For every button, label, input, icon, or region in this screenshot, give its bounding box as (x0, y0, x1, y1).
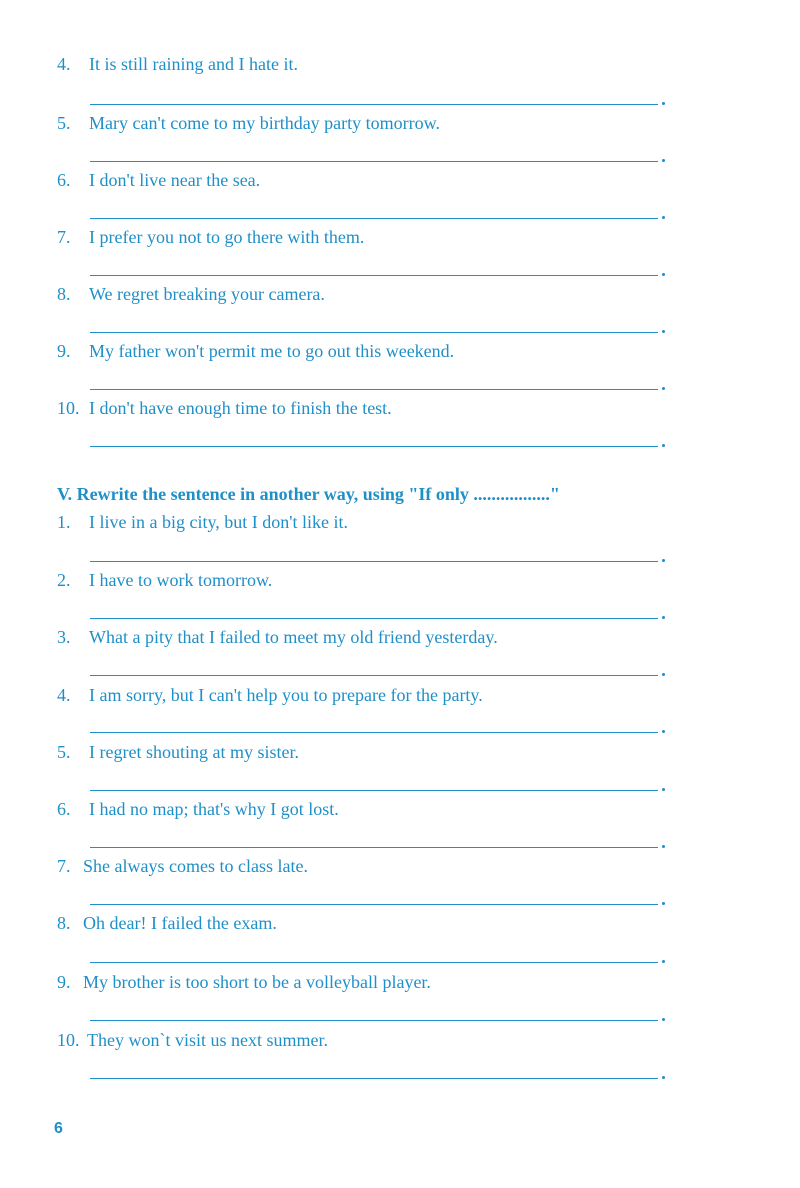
line-end-dot (662, 960, 665, 963)
answer-line[interactable] (90, 904, 658, 905)
item-sentence: My father won't permit me to go out this weekend. (89, 341, 455, 361)
line-end-dot (662, 387, 665, 390)
item-number: 6. (57, 170, 71, 190)
line-end-dot (662, 1018, 665, 1021)
line-end-dot (662, 616, 665, 619)
exercise-item (57, 169, 260, 191)
exercise-item (57, 971, 431, 993)
answer-line[interactable] (90, 389, 658, 390)
item-sentence: I had no map; that's why I got lost. (89, 799, 339, 819)
answer-line[interactable] (90, 218, 658, 219)
item-sentence: It is still raining and I hate it. (89, 54, 298, 74)
answer-line[interactable] (90, 1078, 658, 1079)
item-number: 10. (57, 398, 80, 418)
line-end-dot (662, 444, 665, 447)
item-number: 10. (57, 1030, 80, 1050)
item-number: 3. (57, 627, 71, 647)
item-sentence: I am sorry, but I can't help you to prepare for the party. (89, 685, 483, 705)
exercise-item (57, 283, 325, 305)
item-sentence: I have to work tomorrow. (89, 570, 273, 590)
exercise-item (57, 511, 348, 533)
item-number: 8. (57, 284, 71, 304)
item-number: 9. (57, 972, 71, 992)
line-end-dot (662, 273, 665, 276)
answer-line[interactable] (90, 790, 658, 791)
item-sentence: I don't have enough time to finish the test. (89, 398, 392, 418)
answer-line[interactable] (90, 275, 658, 276)
answer-line[interactable] (90, 446, 658, 447)
answer-line[interactable] (90, 161, 658, 162)
line-end-dot (662, 1076, 665, 1079)
item-number: 2. (57, 570, 71, 590)
exercise-item (57, 741, 299, 763)
exercise-item (57, 569, 272, 591)
exercise-item (57, 798, 339, 820)
exercise-item (57, 626, 498, 648)
item-sentence: I prefer you not to go there with them. (89, 227, 365, 247)
item-number: 1. (57, 512, 71, 532)
item-number: 7. (57, 227, 71, 247)
exercise-item (57, 684, 483, 706)
item-number: 6. (57, 799, 71, 819)
answer-line[interactable] (90, 332, 658, 333)
section-heading: V. Rewrite the sentence in another way, using "If only ................." (57, 484, 560, 504)
line-end-dot (662, 730, 665, 733)
exercise-item (57, 112, 440, 134)
page-number: 6 (54, 1120, 63, 1137)
item-sentence: She always comes to class late. (83, 856, 308, 876)
item-number: 5. (57, 742, 71, 762)
item-number: 9. (57, 341, 71, 361)
item-number: 4. (57, 54, 71, 74)
answer-line[interactable] (90, 618, 658, 619)
answer-line[interactable] (90, 847, 658, 848)
item-sentence: I regret shouting at my sister. (89, 742, 299, 762)
exercise-item (57, 855, 308, 877)
line-end-dot (662, 845, 665, 848)
exercise-item (57, 340, 454, 362)
item-sentence: My brother is too short to be a volleyball player. (83, 972, 431, 992)
line-end-dot (662, 102, 665, 105)
item-number: 4. (57, 685, 71, 705)
line-end-dot (662, 216, 665, 219)
line-end-dot (662, 788, 665, 791)
exercise-item (57, 1029, 328, 1051)
item-sentence: I live in a big city, but I don't like it. (89, 512, 349, 532)
item-sentence: Mary can't come to my birthday party tomorrow. (89, 113, 440, 133)
exercise-item (57, 226, 364, 248)
answer-line[interactable] (90, 962, 658, 963)
item-number: 5. (57, 113, 71, 133)
item-number: 8. (57, 913, 71, 933)
exercise-item (57, 397, 392, 419)
item-sentence: Oh dear! I failed the exam. (83, 913, 277, 933)
exercise-item (57, 53, 298, 75)
line-end-dot (662, 673, 665, 676)
exercise-item (57, 912, 277, 934)
line-end-dot (662, 902, 665, 905)
item-number: 7. (57, 856, 71, 876)
answer-line[interactable] (90, 732, 658, 733)
item-sentence: I don't live near the sea. (89, 170, 261, 190)
line-end-dot (662, 559, 665, 562)
answer-line[interactable] (90, 104, 658, 105)
answer-line[interactable] (90, 675, 658, 676)
answer-line[interactable] (90, 561, 658, 562)
line-end-dot (662, 330, 665, 333)
item-sentence: They won`t visit us next summer. (87, 1030, 328, 1050)
item-sentence: We regret breaking your camera. (89, 284, 325, 304)
line-end-dot (662, 159, 665, 162)
answer-line[interactable] (90, 1020, 658, 1021)
item-sentence: What a pity that I failed to meet my old friend yesterday. (89, 627, 498, 647)
